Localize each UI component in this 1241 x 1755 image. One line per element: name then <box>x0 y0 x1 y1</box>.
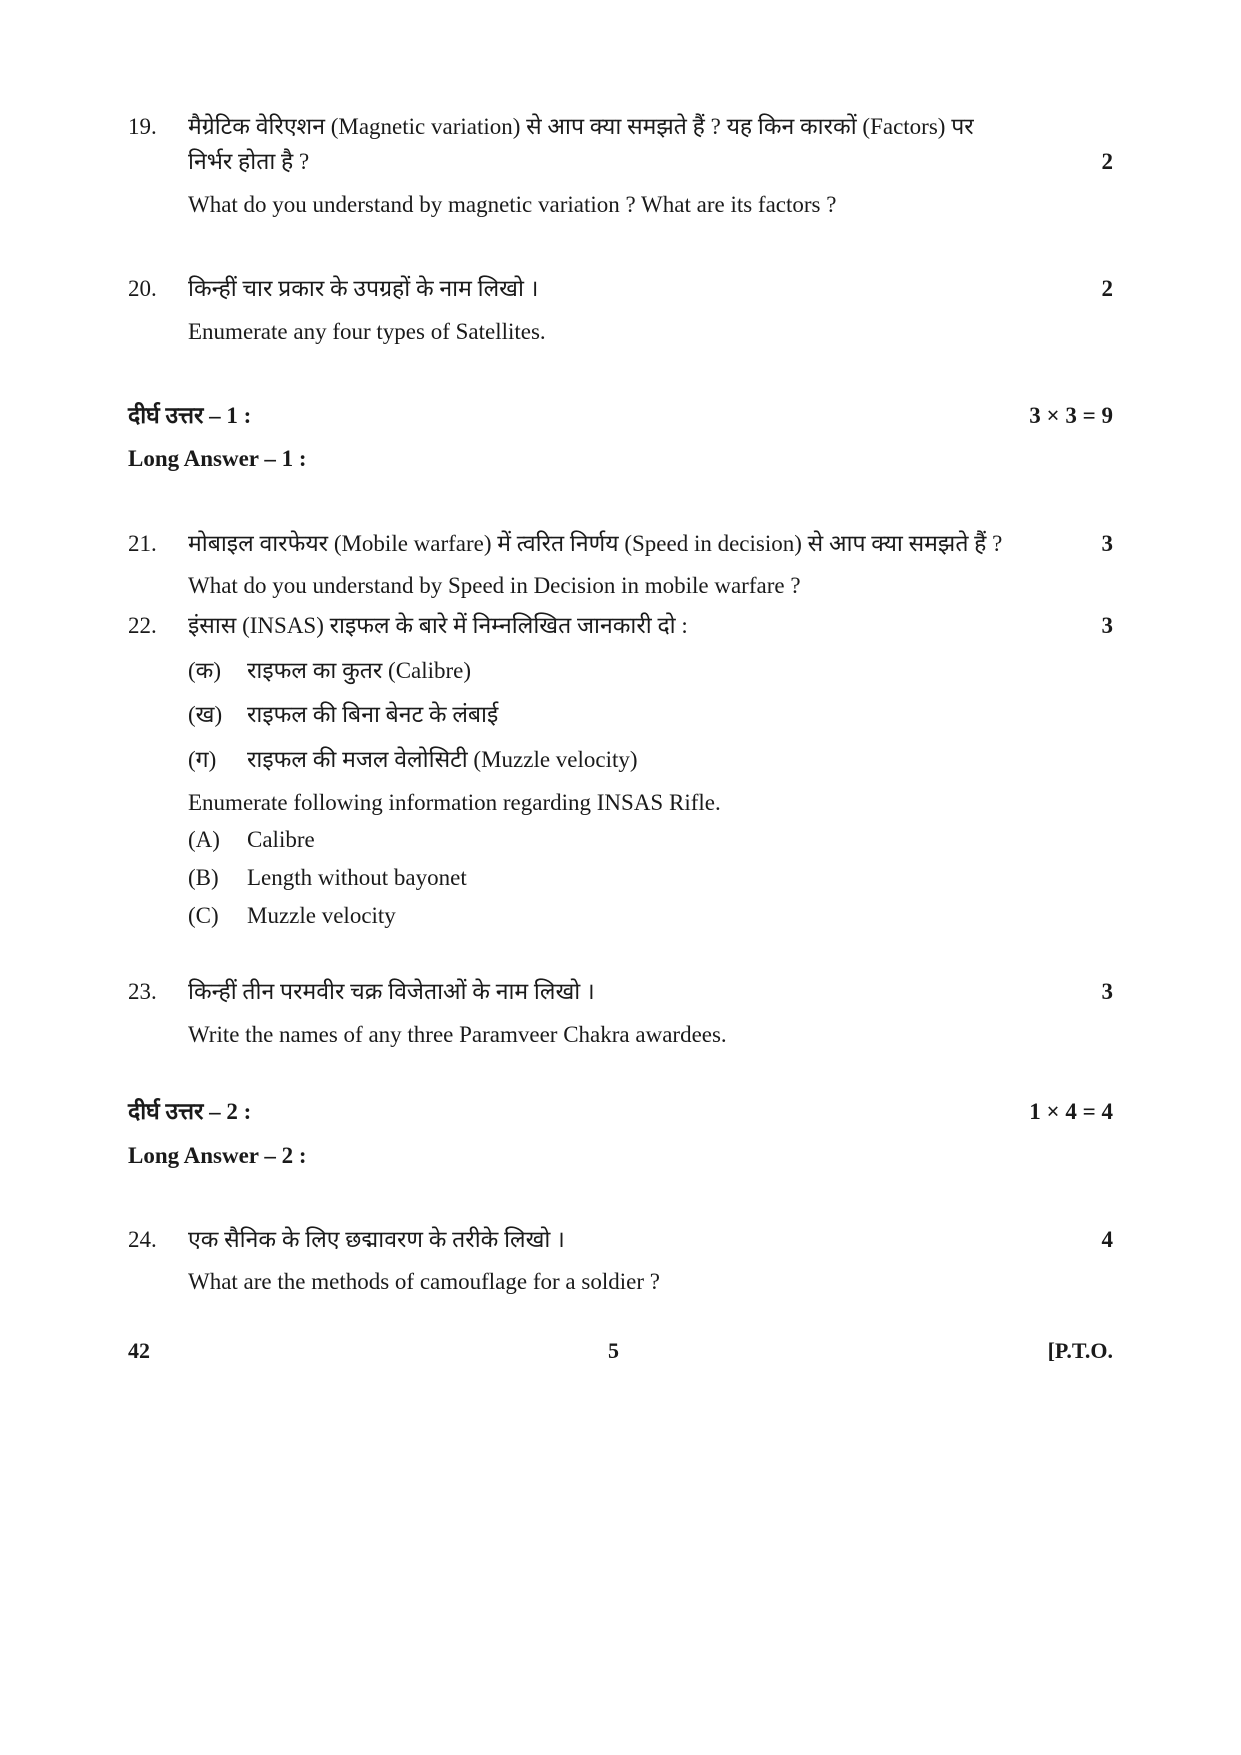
question-22-english-option-text: Muzzle velocity <box>247 903 396 928</box>
question-21-hindi: मोबाइल वारफेयर (Mobile warfare) में त्वरित निर्णय (Speed in decision) से आप क्या समझते हैं ? <box>188 531 1003 556</box>
question-22-hindi-option-label: (ख) <box>188 702 223 727</box>
question-20-marks: 2 <box>1101 276 1113 301</box>
question-22-english-option-text: Length without bayonet <box>247 865 467 890</box>
question-22-hindi-option-text: राइफल का कुतर (Calibre) <box>247 658 472 683</box>
question-22-english-option-text: Calibre <box>247 827 315 852</box>
question-23-hindi: किन्हीं तीन परमवीर चक्र विजेताओं के नाम लिखो । <box>188 979 595 1004</box>
question-22-hindi-option-label: (क) <box>188 658 221 683</box>
pto-label: [P.T.O. <box>1047 1338 1113 1363</box>
question-22-hindi-option-label: (ग) <box>188 747 217 772</box>
question-22-english-option-label: (A) <box>188 827 220 852</box>
question-19-english: What do you understand by magnetic variation ? What are its factors ? <box>188 192 837 217</box>
question-number-24: 24. <box>128 1227 157 1252</box>
question-22-hindi-option-text: राइफल की बिना बेनट के लंबाई <box>247 702 499 727</box>
question-number-21: 21. <box>128 531 157 556</box>
question-21-marks: 3 <box>1101 531 1113 556</box>
question-22-english: Enumerate following information regarding INSAS Rifle. <box>188 790 721 815</box>
question-24-english: What are the methods of camouflage for a soldier ? <box>188 1269 660 1294</box>
section-long2-marks: 1 × 4 = 4 <box>1029 1099 1113 1124</box>
question-number-20: 20. <box>128 276 157 301</box>
question-23-english: Write the names of any three Paramveer Chakra awardees. <box>188 1022 727 1047</box>
question-19-hindi-line2: निर्भर होता है ? <box>188 149 310 174</box>
question-22-hindi: इंसास (INSAS) राइफल के बारे में निम्नलिखित जानकारी दो : <box>188 613 688 638</box>
question-20-english: Enumerate any four types of Satellites. <box>188 319 546 344</box>
question-22-english-option-label: (C) <box>188 903 219 928</box>
question-19-marks: 2 <box>1101 149 1113 174</box>
question-20-hindi: किन्हीं चार प्रकार के उपग्रहों के नाम लिखो । <box>188 276 539 301</box>
question-23-marks: 3 <box>1101 979 1113 1004</box>
section-long2-hindi-title: दीर्घ उत्तर – 2 : <box>128 1099 252 1124</box>
question-number-22: 22. <box>128 613 157 638</box>
question-24-hindi: एक सैनिक के लिए छद्मावरण के तरीके लिखो । <box>188 1227 565 1252</box>
question-24-marks: 4 <box>1101 1227 1113 1252</box>
question-number-19: 19. <box>128 114 157 139</box>
question-22-marks: 3 <box>1101 613 1113 638</box>
question-22-hindi-option-text: राइफल की मजल वेलोसिटी (Muzzle velocity) <box>247 747 638 772</box>
section-long1-marks: 3 × 3 = 9 <box>1029 403 1113 428</box>
question-21-english: What do you understand by Speed in Decision in mobile warfare ? <box>188 573 801 598</box>
paper-code: 42 <box>128 1338 150 1363</box>
page-number: 5 <box>608 1338 619 1363</box>
question-19-hindi-line1: मैग्रेटिक वेरिएशन (Magnetic variation) से आप क्या समझते हैं ? यह किन कारकों (Factors) पर <box>188 114 974 139</box>
section-long2-english-title: Long Answer – 2 : <box>128 1143 307 1168</box>
section-long1-hindi-title: दीर्घ उत्तर – 1 : <box>128 403 252 428</box>
section-long1-english-title: Long Answer – 1 : <box>128 446 307 471</box>
question-number-23: 23. <box>128 979 157 1004</box>
question-22-english-option-label: (B) <box>188 865 219 890</box>
